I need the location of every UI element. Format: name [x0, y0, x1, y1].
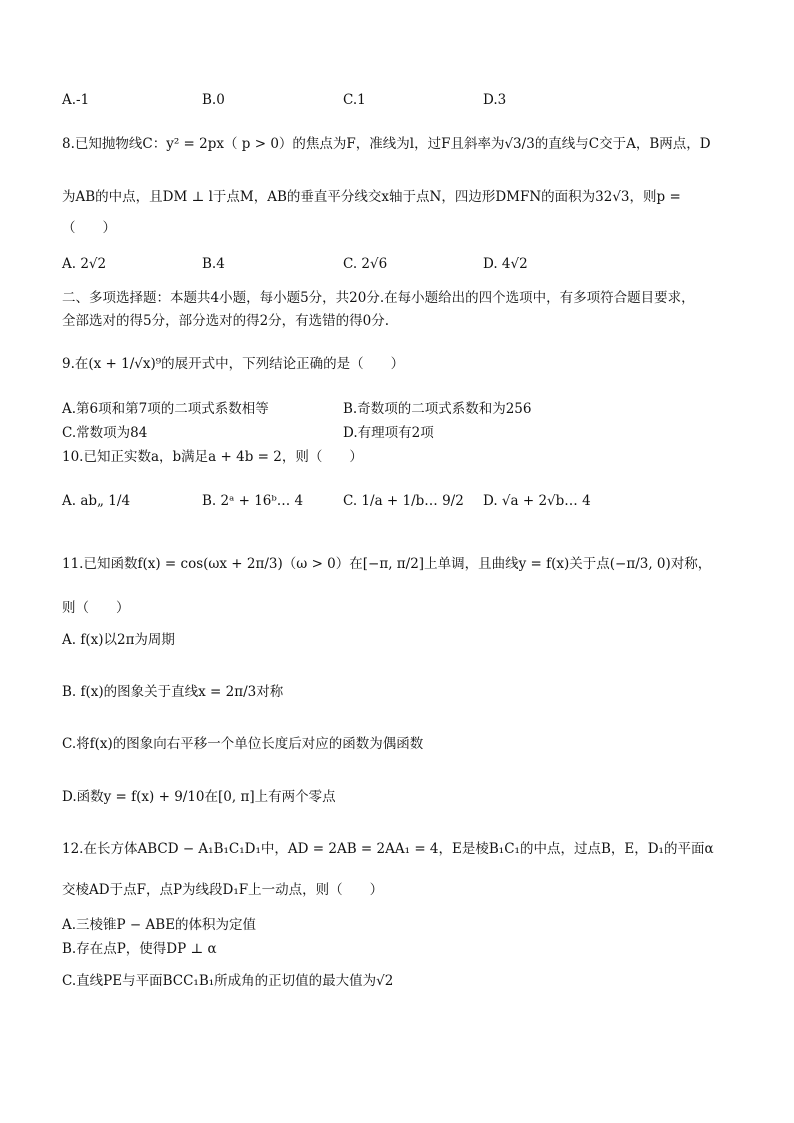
q8-option-c: C. 2√6 [343, 256, 388, 272]
q12-option-c: C.直线PE与平面BCC₁B₁所成角的正切值的最大值为√2 [62, 973, 394, 989]
q8-line-1: 8.已知抛物线C：y² = 2px（ p > 0）的焦点为F，准线为l，过F且斜率为√3/3的直线与C交于A，B两点，D [62, 136, 711, 152]
q8-line-3: （ ） [62, 220, 116, 236]
q12-line-1: 12.在长方体ABCD − A₁B₁C₁D₁中，AD = 2AB = 2AA₁ = 4，E是棱B₁C₁的中点，过点B，E，D₁的平面α [62, 841, 714, 857]
q8-option-a: A. 2√2 [62, 256, 107, 272]
q11-option-b: B. f(x)的图象关于直线x = 2π/3对称 [62, 684, 284, 700]
q8-option-b: B.4 [202, 256, 225, 272]
q8-option-d: D. 4√2 [483, 256, 528, 272]
q9-stem: 9.在(x + 1/√x)⁹的展开式中，下列结论正确的是（ ） [62, 356, 405, 372]
q10-stem: 10.已知正实数a，b满足a + 4b = 2，则（ ） [62, 449, 363, 465]
q10-option-c: C. 1/a + 1/b… 9/2 [343, 493, 464, 509]
q11-stem: 11.已知函数f(x) = cos(ωx + 2π/3)（ω > 0）在[−π, π/2]上单调，且曲线y = f(x)关于点(−π/3, 0)对称， [62, 556, 712, 572]
q10-option-d: D. √a + 2√b… 4 [483, 493, 591, 509]
q11-stem-2: 则（ ） [62, 600, 130, 616]
q12-option-b: B.存在点P，使得DP ⊥ α [62, 941, 217, 957]
q11-option-d: D.函数y = f(x) + 9/10在[0, π]上有两个零点 [62, 789, 336, 805]
q12-option-a: A.三棱锥P − ABE的体积为定值 [62, 917, 257, 933]
q7-option-b: B.0 [202, 92, 225, 108]
section2-line-1: 二、多项选择题：本题共4小题，每小题5分，共20分.在每小题给出的四个选项中，有多项符合题目要求， [62, 290, 695, 306]
section2-line-2: 全部选对的得5分，部分选对的得2分，有选错的得0分. [62, 313, 390, 329]
q9-option-b: B.奇数项的二项式系数和为256 [343, 401, 532, 417]
q9-option-d: D.有理项有2项 [343, 425, 434, 441]
q7-option-d: D.3 [483, 92, 507, 108]
q10-option-b: B. 2ᵃ + 16ᵇ… 4 [202, 493, 304, 509]
q11-option-c: C.将f(x)的图象向右平移一个单位长度后对应的函数为偶函数 [62, 736, 424, 752]
q9-option-a: A.第6项和第7项的二项式系数相等 [62, 401, 269, 417]
q8-line-2: 为AB的中点，且DM ⊥ l于点M，AB的垂直平分线交x轴于点N，四边形DMFN的面积为32√3，则p = [62, 189, 681, 205]
q9-option-c: C.常数项为84 [62, 425, 148, 441]
q7-option-c: C.1 [343, 92, 366, 108]
q10-option-a: A. ab„ 1/4 [62, 493, 131, 509]
q7-option-a: A.-1 [62, 92, 90, 108]
q12-line-2: 交棱AD于点F，点P为线段D₁F上一动点，则（ ） [62, 882, 384, 898]
q11-option-a: A. f(x)以2π为周期 [62, 632, 175, 648]
